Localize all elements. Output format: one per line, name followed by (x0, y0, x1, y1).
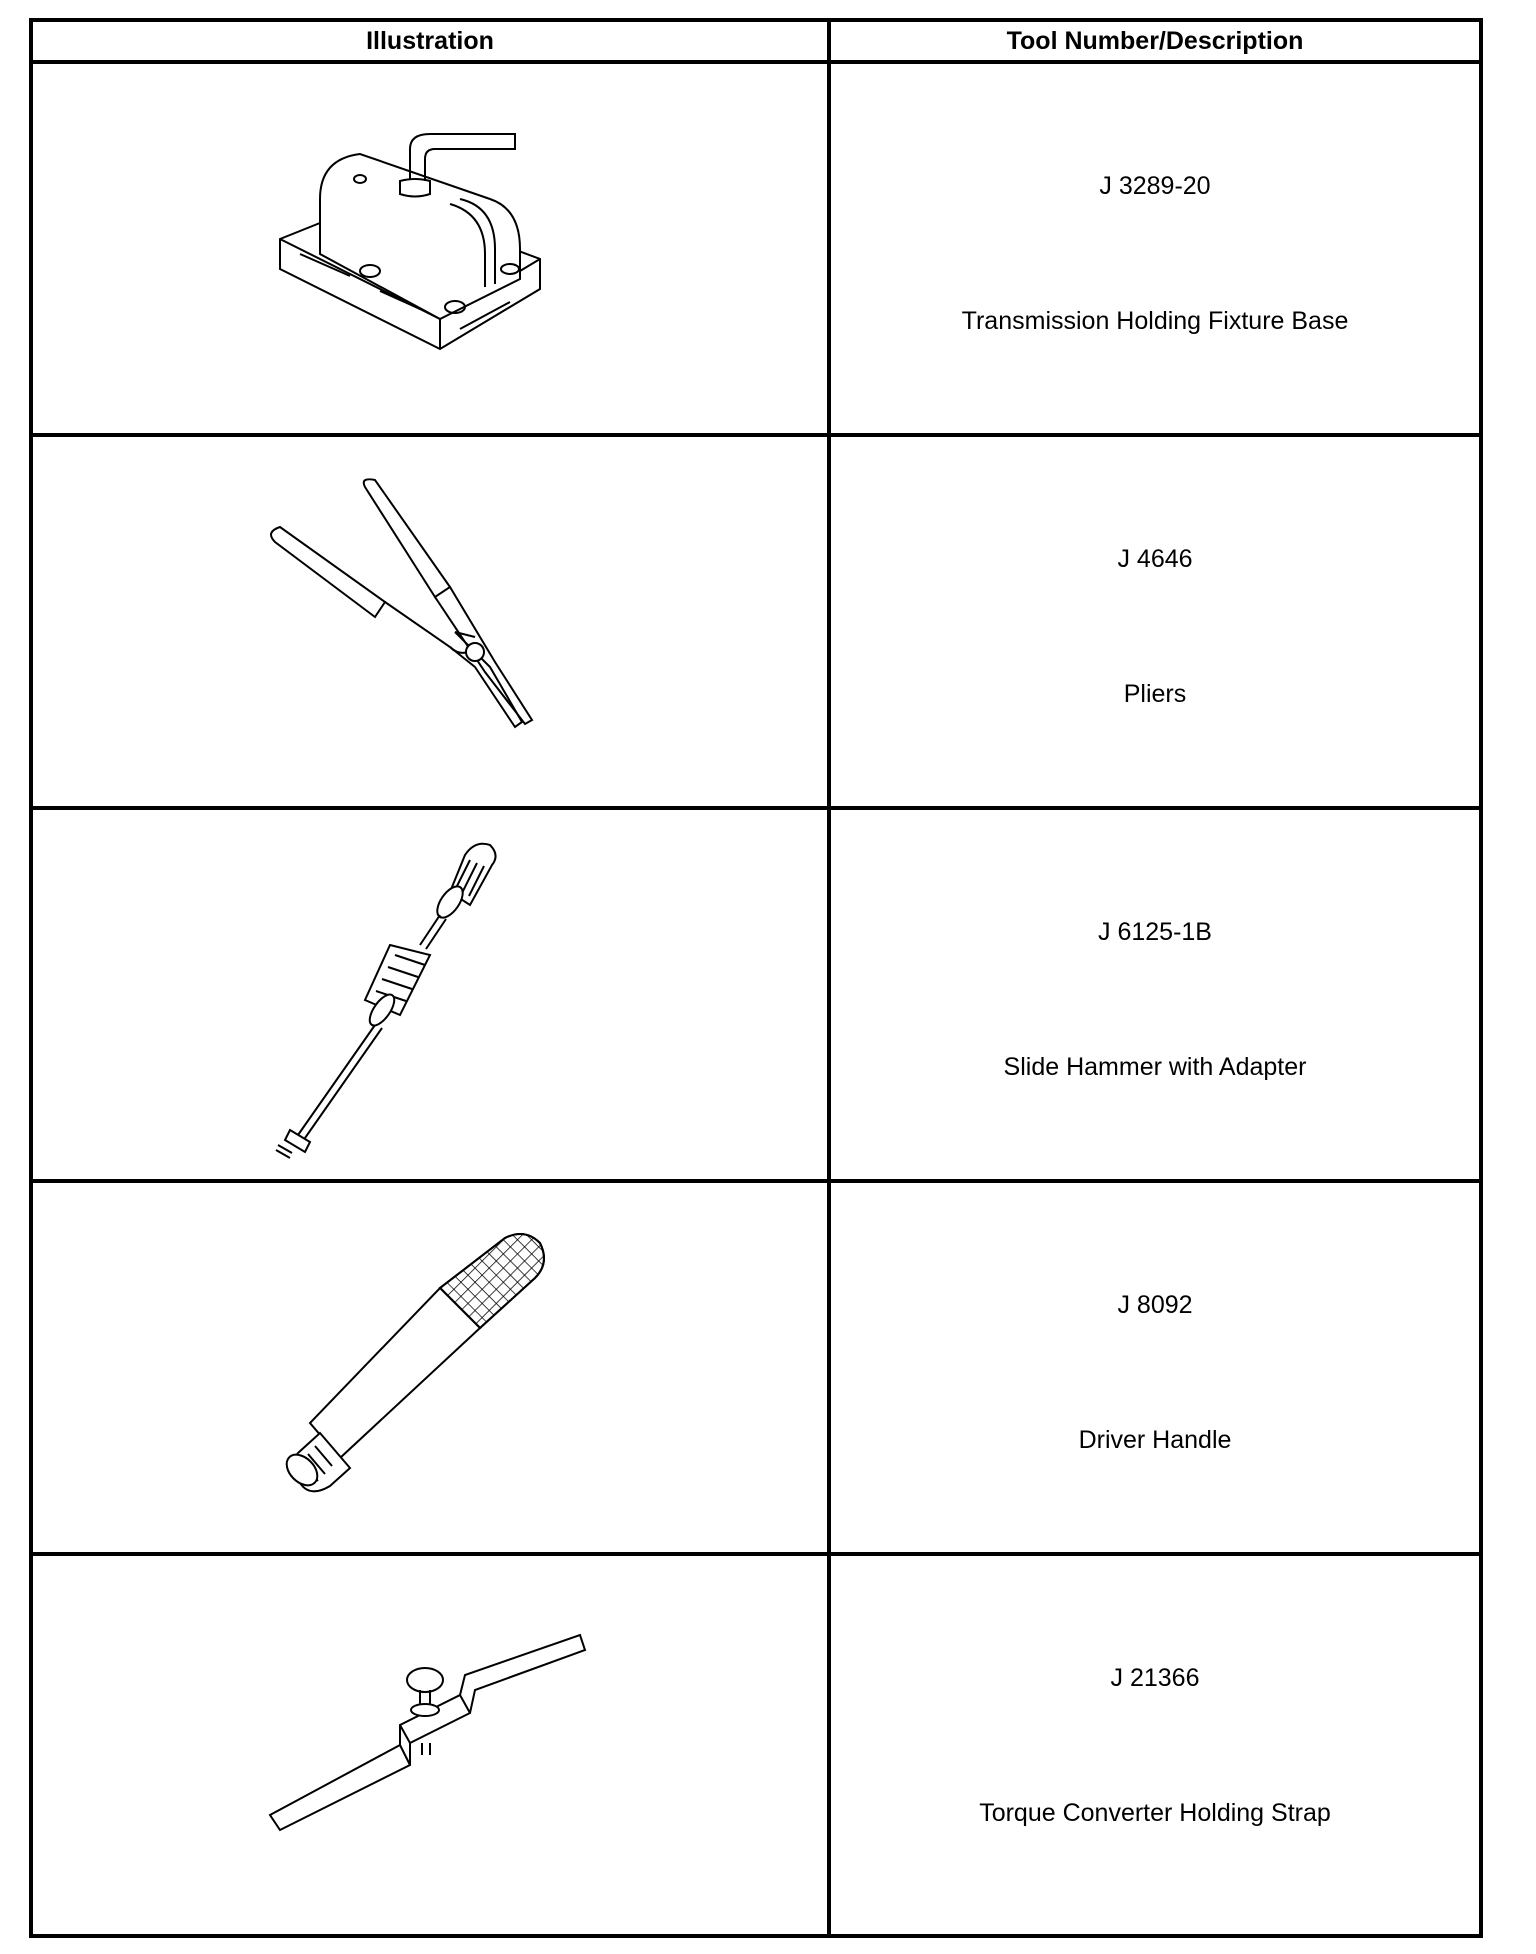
illustration-cell (33, 810, 831, 1179)
slide-hammer-icon (270, 830, 590, 1160)
tool-description: Slide Hammer with Adapter (1003, 1053, 1307, 1081)
illustration-cell (33, 1556, 831, 1934)
driver-handle-icon (270, 1218, 590, 1518)
tool-description: Driver Handle (1078, 1426, 1232, 1454)
table-row (33, 1556, 1479, 1934)
holding-strap-icon (260, 1615, 600, 1875)
illustration-cell (33, 64, 831, 433)
tool-number: J 3289-20 (1099, 172, 1211, 200)
description-cell (831, 1556, 1479, 1934)
tool-description: Transmission Holding Fixture Base (961, 307, 1349, 335)
tool-table (29, 18, 1483, 1938)
illustration-cell (33, 1183, 831, 1552)
tool-description: Pliers (1123, 680, 1187, 708)
tool-number: J 4646 (1117, 545, 1193, 573)
table-row (33, 810, 1479, 1183)
tool-number: J 6125-1B (1098, 918, 1212, 946)
table-row (33, 437, 1479, 810)
illustration-column-header: Illustration (33, 22, 831, 60)
table-row (33, 1183, 1479, 1556)
holding-fixture-base-icon (260, 119, 600, 379)
pliers-icon (260, 472, 600, 772)
tool-description: Torque Converter Holding Strap (979, 1799, 1331, 1827)
description-cell (831, 64, 1479, 433)
description-cell (831, 437, 1479, 806)
illustration-cell (33, 437, 831, 806)
table-row (33, 64, 1479, 437)
description-cell (831, 810, 1479, 1179)
tool-column-header: Tool Number/Description (1006, 26, 1304, 55)
tool-number: J 8092 (1117, 1291, 1193, 1319)
description-cell (831, 1183, 1479, 1552)
table-header (33, 22, 1479, 64)
tool-number: J 21366 (1110, 1664, 1200, 1692)
